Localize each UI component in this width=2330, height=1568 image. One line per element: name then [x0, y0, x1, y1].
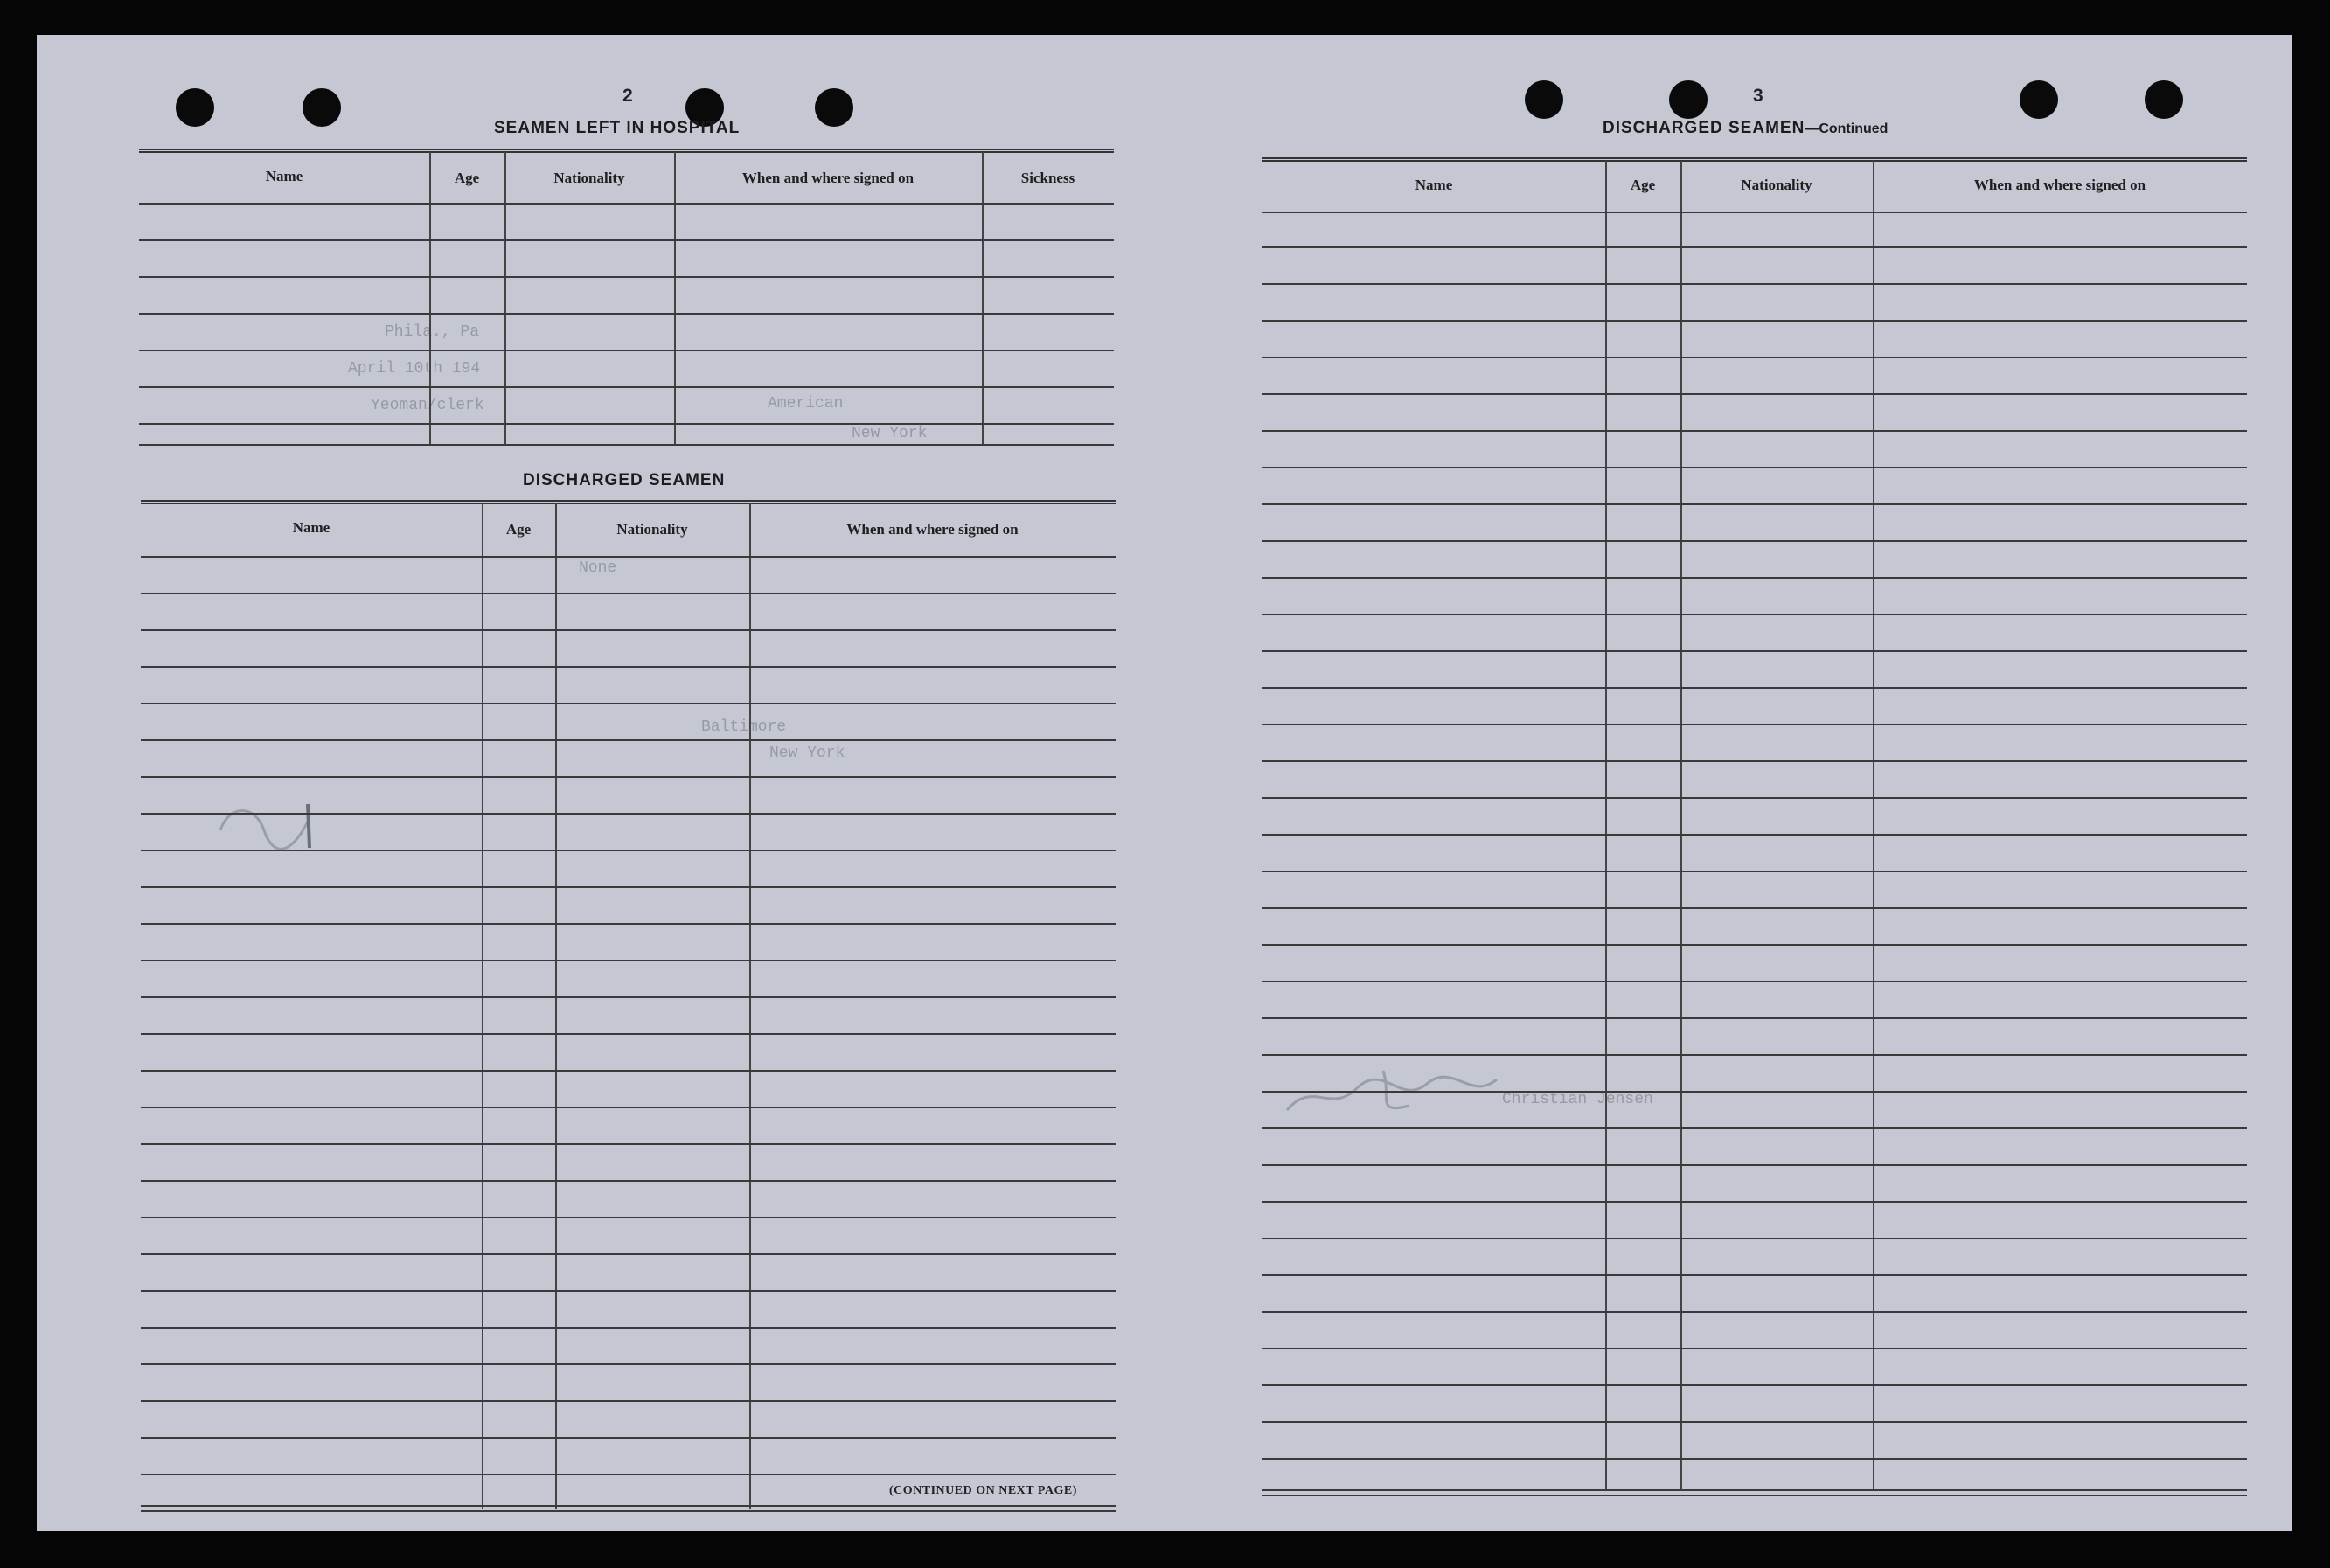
row-rule [141, 1510, 1116, 1512]
row-rule [141, 776, 1116, 778]
col-head-nationality: Nationality [1741, 177, 1812, 193]
row-rule [141, 886, 1116, 888]
show-through-text: Baltimore [701, 718, 787, 736]
column-rule [482, 503, 483, 1509]
document-sheet [37, 35, 2292, 1531]
column-rule [504, 152, 506, 446]
punch-hole [303, 88, 341, 127]
row-rule [1262, 1495, 2247, 1496]
row-rule [141, 1474, 1116, 1475]
row-rule [141, 1505, 1116, 1507]
row-rule [1262, 320, 2247, 322]
column-rule [555, 503, 557, 1509]
row-rule [139, 444, 1114, 446]
row-rule [141, 1253, 1116, 1255]
row-rule [141, 813, 1116, 815]
col-head-name: Name [265, 168, 303, 184]
row-rule [139, 386, 1114, 388]
continued-note: (CONTINUED ON NEXT PAGE) [889, 1484, 1077, 1497]
column-rule [749, 503, 751, 1509]
row-rule [141, 1363, 1116, 1365]
col-head-age: Age [1630, 177, 1656, 193]
punch-hole [1525, 80, 1563, 119]
row-rule [1262, 871, 2247, 872]
punch-hole [2020, 80, 2058, 119]
row-rule [1262, 1274, 2247, 1276]
row-rule [141, 666, 1116, 668]
col-head-nationality: Nationality [553, 170, 625, 186]
row-rule [1262, 1091, 2247, 1093]
punch-hole [815, 88, 853, 127]
row-rule [141, 1217, 1116, 1218]
row-rule [139, 239, 1114, 241]
row-rule [141, 703, 1116, 704]
row-rule [1262, 1238, 2247, 1239]
row-rule [1262, 614, 2247, 615]
punch-hole [176, 88, 214, 127]
col-head-age: Age [505, 521, 532, 538]
row-rule [1262, 1421, 2247, 1423]
row-rule [141, 850, 1116, 851]
row-rule [141, 1107, 1116, 1108]
row-rule [1262, 650, 2247, 652]
col-head-nationality: Nationality [616, 521, 688, 538]
column-rule [674, 152, 676, 446]
row-rule [139, 423, 1114, 425]
show-through-text: American [768, 395, 844, 413]
section-title-discharged: DISCHARGED SEAMEN [523, 471, 726, 489]
show-through-text: April 10th 194 [348, 360, 481, 378]
col-head-sickness: Sickness [1020, 170, 1075, 186]
row-rule [1262, 430, 2247, 432]
col-head-signed-on: When and where signed on [1973, 177, 2146, 193]
row-rule [141, 960, 1116, 961]
row-rule [1262, 981, 2247, 982]
row-rule [1262, 797, 2247, 799]
show-through-text: New York [852, 425, 928, 442]
row-rule [1262, 212, 2247, 213]
row-rule [1262, 834, 2247, 836]
section-title-text: DISCHARGED SEAMEN [1603, 119, 1805, 137]
row-rule [139, 350, 1114, 351]
page-number: 2 [622, 86, 633, 106]
row-rule [141, 1033, 1116, 1035]
row-rule [1262, 503, 2247, 505]
row-rule [1262, 760, 2247, 762]
row-rule [141, 1327, 1116, 1329]
row-rule [141, 593, 1116, 594]
col-head-name: Name [1415, 177, 1453, 193]
row-rule [141, 1070, 1116, 1072]
column-rule [1680, 161, 1682, 1491]
row-rule [139, 313, 1114, 315]
row-rule [141, 1290, 1116, 1292]
row-rule [1262, 577, 2247, 579]
row-rule [141, 1437, 1116, 1439]
row-rule [1262, 944, 2247, 946]
row-rule [1262, 1489, 2247, 1491]
discharged-table [141, 500, 1116, 1512]
row-rule [1262, 1017, 2247, 1019]
row-rule [1262, 357, 2247, 358]
col-head-signed-on: When and where signed on [846, 521, 1019, 538]
punch-hole [2145, 80, 2183, 119]
table-top-rule [141, 500, 1116, 504]
row-rule [139, 203, 1114, 205]
col-head-age: Age [454, 170, 480, 186]
show-through-text: Phila., Pa [385, 323, 480, 341]
show-through-text: Christian Jensen [1502, 1091, 1653, 1108]
row-rule [1262, 1348, 2247, 1349]
row-rule [141, 556, 1116, 558]
column-rule [982, 152, 984, 446]
row-rule [1262, 1054, 2247, 1056]
row-rule [141, 629, 1116, 631]
row-rule [141, 996, 1116, 998]
row-rule [1262, 540, 2247, 542]
column-rule [429, 152, 431, 446]
row-rule [1262, 467, 2247, 468]
row-rule [1262, 1201, 2247, 1203]
section-title-discharged-continued [1603, 119, 1888, 138]
row-rule [1262, 907, 2247, 909]
table-top-rule [1262, 157, 2247, 162]
row-rule [141, 1180, 1116, 1182]
row-rule [1262, 1164, 2247, 1166]
page-number: 3 [1753, 86, 1763, 106]
row-rule [1262, 724, 2247, 725]
row-rule [1262, 1127, 2247, 1129]
row-rule [1262, 393, 2247, 395]
row-rule [1262, 1311, 2247, 1313]
hospital-table [139, 149, 1114, 446]
row-rule [1262, 246, 2247, 248]
row-rule [1262, 687, 2247, 689]
row-rule [1262, 1384, 2247, 1386]
column-rule [1873, 161, 1874, 1491]
punch-hole [1669, 80, 1708, 119]
row-rule [1262, 1458, 2247, 1460]
discharged-continued-table [1262, 157, 2247, 1496]
row-rule [141, 739, 1116, 741]
col-head-signed-on: When and where signed on [741, 170, 915, 186]
row-rule [139, 276, 1114, 278]
row-rule [141, 923, 1116, 925]
section-title-suffix: —Continued [1805, 121, 1888, 136]
show-through-text: Yeoman/clerk [371, 397, 484, 414]
column-rule [1605, 161, 1607, 1491]
row-rule [141, 1400, 1116, 1402]
row-rule [141, 1143, 1116, 1145]
section-title-hospital: SEAMEN LEFT IN HOSPITAL [494, 119, 741, 137]
table-top-rule [139, 149, 1114, 153]
col-head-name: Name [292, 519, 330, 536]
show-through-text: New York [769, 745, 845, 762]
row-rule [1262, 283, 2247, 285]
show-through-text: None [579, 559, 617, 577]
